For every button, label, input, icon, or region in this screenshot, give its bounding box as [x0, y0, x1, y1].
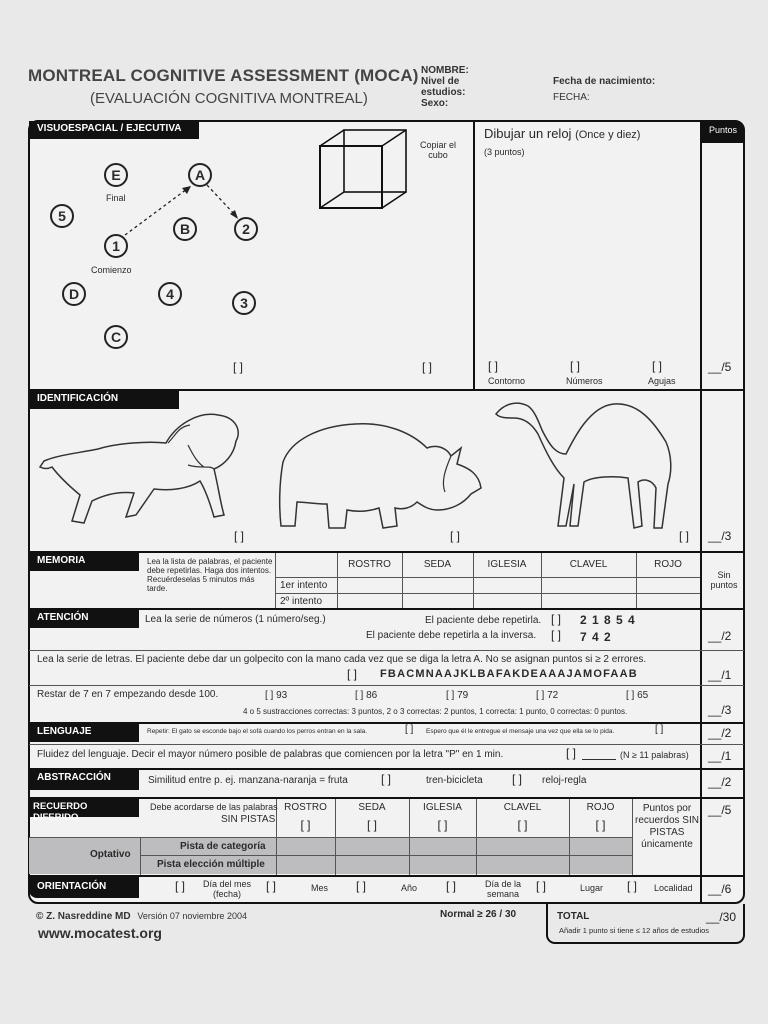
serial-7-item-3: [ ] 79 [446, 690, 469, 701]
fluency-checkbox[interactable]: [ ] [566, 746, 577, 760]
orient-place-label: Lugar [580, 883, 604, 893]
trail-node-b: B [173, 217, 197, 241]
clock-title-text: Dibujar un reloj [484, 126, 572, 141]
version-text: Versión 07 noviembre 2004 [137, 911, 247, 921]
camel-checkbox[interactable]: [ ] [679, 529, 690, 543]
memory-instructions: Lea la lista de palabras, el paciente debe repetirlas. Haga dos intentos. Recuérdeselas 5 minutos más tarde. [147, 557, 273, 593]
clock-numbers-label: Números [566, 376, 603, 386]
fluency-score: __/1 [708, 749, 732, 763]
trail-node-3: 3 [232, 291, 256, 315]
letter-sequence: FBACMNAAJKLBAFAKDEAAAJAMOFAAB [380, 668, 638, 680]
camel-icon [494, 398, 678, 530]
orient-year-checkbox[interactable]: [ ] [356, 879, 367, 893]
trail-node-d: D [62, 282, 86, 306]
memory-header: MEMORIA [29, 553, 139, 571]
orient-year-label: Año [401, 883, 418, 893]
normal-threshold: Normal ≥ 26 / 30 [440, 909, 517, 920]
clock-hands-checkbox[interactable]: [ ] [652, 359, 663, 373]
orient-weekday-checkbox[interactable]: [ ] [446, 879, 457, 893]
recall-instructions: Debe acordarse de las palabras [150, 802, 278, 812]
attention-header: ATENCIÓN [29, 610, 139, 628]
points-header: Puntos [708, 125, 738, 135]
fluency-count-line [582, 759, 616, 760]
trail-checkbox[interactable]: [ ] [233, 360, 244, 374]
forward-label: El paciente debe repetirla. [425, 615, 542, 626]
cube-checkbox[interactable]: [ ] [422, 360, 433, 374]
memory-word-5: ROJO [654, 559, 682, 570]
final-label: Final [106, 193, 126, 203]
delayed-recall-score: __/5 [708, 803, 732, 817]
rhino-checkbox[interactable]: [ ] [450, 529, 461, 543]
clock-numbers-checkbox[interactable]: [ ] [570, 359, 581, 373]
serial-7-item-2: [ ] 86 [355, 690, 378, 701]
sentence-1-checkbox[interactable]: [ ] [405, 724, 414, 735]
visuospatial-score: __/5 [708, 360, 732, 374]
recall-checkbox-3[interactable]: [ ] [437, 818, 448, 832]
recall-checkbox-5[interactable]: [ ] [595, 818, 606, 832]
attempt-2-label: 2º intento [280, 596, 323, 607]
total-label: TOTAL [557, 911, 590, 922]
serial-7-item-5: [ ] 65 [626, 690, 649, 701]
abstraction-header: ABSTRACCIÓN [29, 770, 139, 790]
no-cues-label: SIN PISTAS [221, 814, 276, 825]
naming-header: IDENTIFICACIÓN [29, 391, 179, 409]
letters-checkbox[interactable]: [ ] [347, 667, 358, 681]
trail-node-1: 1 [104, 234, 128, 258]
backward-digits: 7 4 2 [580, 630, 612, 644]
recall-word-2: SEDA [358, 802, 386, 813]
total-score: __/30 [706, 910, 737, 924]
orient-city-label: Localidad [654, 883, 693, 893]
memory-word-4: CLAVEL [569, 559, 608, 570]
serial-7-instructions: Restar de 7 en 7 empezando desde 100. [37, 689, 219, 700]
serial-7-scoring-rule: 4 o 5 sustracciones correctas: 3 puntos, 2 o 3 correctas: 2 puntos, 1 correcta: 1 punto, 0 correctas: 0 puntos. [243, 707, 628, 716]
rhino-icon [275, 418, 487, 533]
serial-7-item-1: [ ] 93 [265, 690, 288, 701]
clock-divider [473, 121, 475, 389]
recall-word-1: ROSTRO [284, 802, 327, 813]
letters-score: __/1 [708, 668, 732, 682]
clock-subtitle: (Once y diez) [575, 129, 641, 141]
memory-word-3: IGLESIA [487, 559, 527, 570]
naming-score: __/3 [708, 529, 732, 543]
lion-checkbox[interactable]: [ ] [234, 529, 245, 543]
visuospatial-header: VISUOESPACIAL / EJECUTIVA [29, 121, 199, 139]
orient-weekday-label: Día de la semana [484, 879, 522, 899]
trail-node-5: 5 [50, 204, 74, 228]
trail-node-2: 2 [234, 217, 258, 241]
serial-7-item-4: [ ] 72 [536, 690, 559, 701]
sentence-repeat-2: Espero que él le entregue el mensaje una vez que ella se lo pida. [426, 728, 615, 735]
memory-no-points: Sin puntos [710, 570, 738, 590]
recall-word-3: IGLESIA [423, 802, 462, 813]
orient-month-checkbox[interactable]: [ ] [266, 879, 277, 893]
recall-checkbox-1[interactable]: [ ] [300, 818, 311, 832]
orient-month-label: Mes [311, 883, 329, 893]
clock-title [484, 126, 640, 141]
memory-word-2: SEDA [423, 559, 452, 570]
name-label: NOMBRE: [421, 65, 469, 76]
recall-checkbox-4[interactable]: [ ] [517, 818, 528, 832]
start-label: Comienzo [91, 265, 132, 275]
category-cue-label: Pista de categoría [180, 841, 266, 852]
education-label-1: Nivel de [421, 76, 460, 87]
website-link[interactable]: www.mocatest.org [38, 925, 162, 941]
recall-word-5: ROJO [586, 802, 615, 813]
orientation-score: __/6 [708, 882, 732, 896]
orient-place-checkbox[interactable]: [ ] [536, 879, 547, 893]
abstraction-instructions: Similitud entre p. ej. manzana-naranja = fruta [148, 775, 348, 786]
cube-drawing [318, 128, 410, 212]
letters-instructions: Lea la serie de letras. El paciente debe dar un golpecito con la mano cada vez que se diga la letra A. No se asignan puntos si ≥ 2 errores. [37, 654, 647, 665]
recall-checkbox-2[interactable]: [ ] [366, 818, 377, 832]
backward-checkbox[interactable]: [ ] [551, 628, 562, 642]
points-column-divider [700, 121, 702, 904]
form-subtitle: (EVALUACIÓN COGNITIVA MONTREAL) [90, 90, 368, 107]
lion-icon [38, 405, 248, 530]
footer-copyright [36, 911, 247, 922]
forward-checkbox[interactable]: [ ] [551, 612, 562, 626]
patient-fields [421, 65, 469, 109]
trail-node-e: E [104, 163, 128, 187]
multiple-choice-cue-label: Pista elección múltiple [157, 859, 265, 870]
recall-points-note: Puntos por recuerdos SIN PISTAS únicamente [635, 803, 699, 850]
memory-word-1: ROSTRO [348, 559, 391, 570]
language-header: LENGUAJE [29, 724, 139, 742]
abstraction-item-2: reloj-regla [542, 775, 587, 786]
serial-7-score: __/3 [708, 703, 732, 717]
abstraction-item-1: tren-bicicleta [426, 775, 483, 786]
fluency-threshold: (N ≥ 11 palabras) [620, 750, 689, 760]
backward-label: El paciente debe repetirla a la inversa. [366, 630, 537, 641]
recall-word-4: CLAVEL [503, 802, 542, 813]
forward-digits: 2 1 8 5 4 [580, 613, 636, 627]
orient-date-label: Día del mes (fecha) [202, 879, 252, 899]
delayed-recall-header: RECUERDO DIFERIDO [29, 799, 139, 817]
optional-label: Optativo [90, 849, 131, 860]
total-note: Añadir 1 punto si tiene ≤ 12 años de estudios [559, 926, 710, 935]
clock-points: (3 puntos) [484, 147, 525, 157]
trail-node-a: A [188, 163, 212, 187]
orient-date-checkbox[interactable]: [ ] [175, 879, 186, 893]
trail-node-c: C [104, 325, 128, 349]
sex-label: Sexo: [421, 98, 449, 109]
date-label: FECHA: [553, 92, 590, 103]
cube-label: Copiar el cubo [419, 140, 457, 160]
birth-date-label: Fecha de nacimiento: [553, 76, 656, 87]
clock-hands-label: Agujas [648, 376, 676, 386]
abstraction-score: __/2 [708, 775, 732, 789]
fluency-instructions: Fluidez del lenguaje. Decir el mayor número posible de palabras que comiencen por la letra "P" en 1 min. [37, 749, 504, 760]
repetition-score: __/2 [708, 726, 732, 740]
abstraction-2-checkbox[interactable]: [ ] [512, 772, 523, 786]
attempt-1-label: 1er intento [280, 580, 328, 591]
trail-node-4: 4 [158, 282, 182, 306]
clock-contour-checkbox[interactable]: [ ] [488, 359, 499, 373]
sentence-repeat-1: Repetir: El gato se esconde bajo el sofá cuando los perros entran en la sala. [147, 728, 368, 735]
copyright-text: © Z. Nasreddine MD [36, 911, 131, 922]
education-label-2: estudios: [421, 87, 466, 98]
sentence-2-checkbox[interactable]: [ ] [655, 724, 664, 735]
clock-contour-label: Contorno [488, 376, 526, 386]
digit-span-instructions: Lea la serie de números (1 número/seg.) [145, 614, 326, 625]
orientation-header: ORIENTACIÓN [29, 877, 139, 898]
digit-span-score: __/2 [708, 629, 732, 643]
abstraction-1-checkbox[interactable]: [ ] [381, 772, 392, 786]
orient-city-checkbox[interactable]: [ ] [627, 879, 638, 893]
form-title: MONTREAL COGNITIVE ASSESSMENT (MOCA) [28, 66, 419, 85]
